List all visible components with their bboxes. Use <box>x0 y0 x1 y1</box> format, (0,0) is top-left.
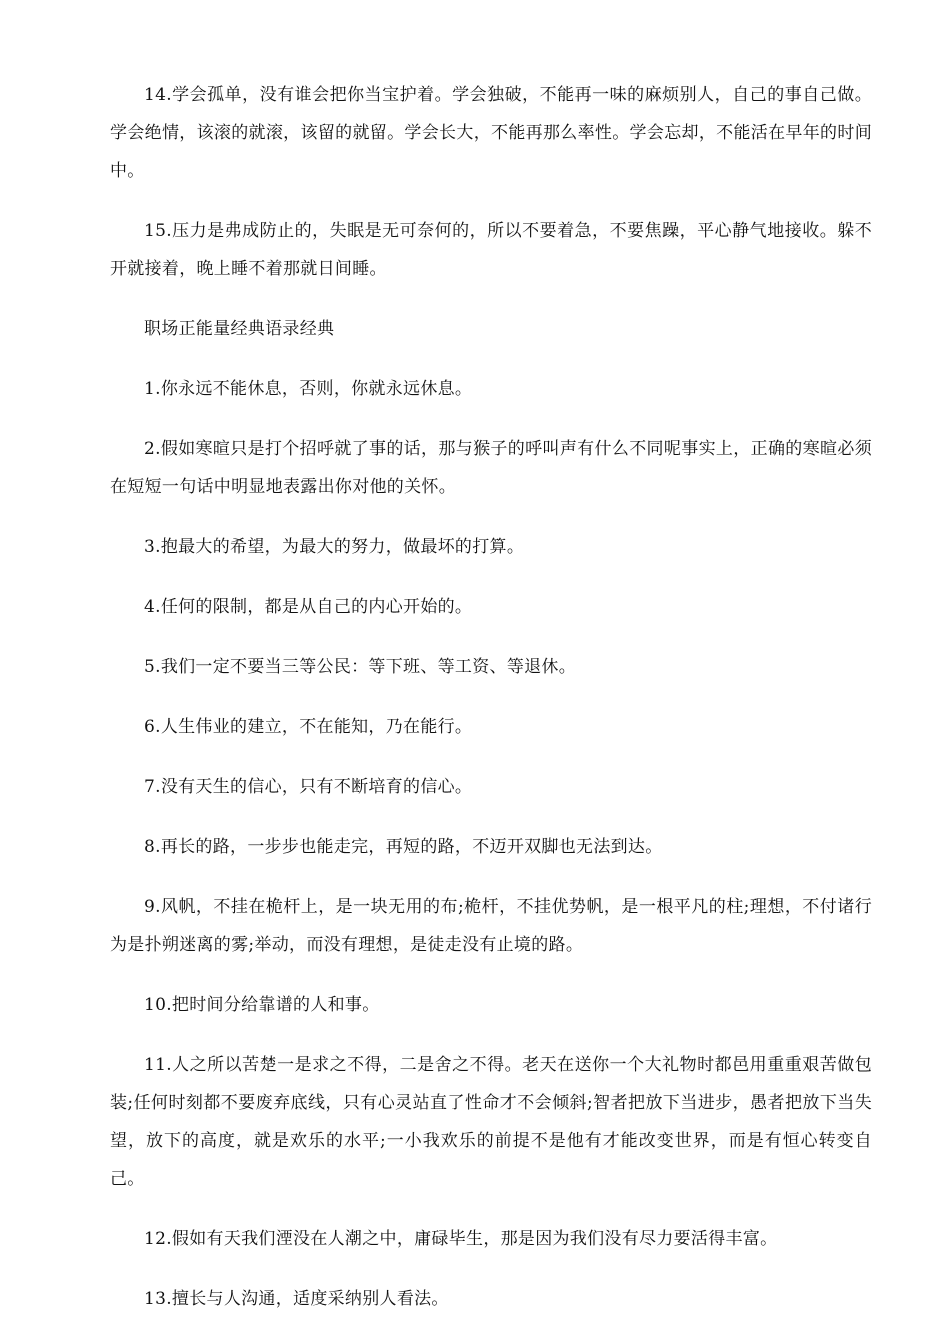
paragraph-8: 8.再长的路，一步步也能走完，再短的路，不迈开双脚也无法到达。 <box>144 837 663 857</box>
paragraph-6: 6.人生伟业的建立，不在能知，乃在能行。 <box>144 717 473 737</box>
paragraph-4: 4.任何的限制，都是从自己的内心开始的。 <box>144 597 473 617</box>
paragraph-2: 2.假如寒暄只是打个招呼就了事的话，那与猴子的呼叫声有什么不同呢事实上，正确的寒暄必须在短短一句话中明显地表露出你对他的关怀。 <box>110 439 872 497</box>
paragraph-12: 12.假如有天我们湮没在人潮之中，庸碌毕生，那是因为我们没有尽力要活得丰富。 <box>144 1229 778 1249</box>
paragraph-7: 7.没有天生的信心，只有不断培育的信心。 <box>144 777 473 797</box>
paragraph-3: 3.抱最大的希望，为最大的努力，做最坏的打算。 <box>144 537 525 557</box>
paragraph-11: 11.人之所以苦楚一是求之不得，二是舍之不得。老天在送你一个大礼物时都邑用重重艰苦做包装;任何时刻都不要废弃底线，只有心灵站直了性命才不会倾斜;智者把放下当进步，愚者把放下当失望，放下的高度，就是欢乐的水平;一小我欢乐的前提不是他有才能改变世界，而是有恒心转变自己。 <box>110 1055 872 1189</box>
paragraph-5: 5.我们一定不要当三等公民：等下班、等工资、等退休。 <box>144 657 577 677</box>
paragraph-9: 9.风帆，不挂在桅杆上，是一块无用的布;桅杆，不挂优势帆，是一根平凡的柱;理想，不付诸行为是扑朔迷离的雾;举动，而没有理想，是徒走没有止境的路。 <box>110 897 872 955</box>
paragraph-15: 15.压力是弗成防止的，失眠是无可奈何的，所以不要着急，不要焦躁，平心静气地接收。躲不开就接着，晚上睡不着那就日间睡。 <box>110 221 872 279</box>
paragraph-14: 14.学会孤单，没有谁会把你当宝护着。学会独破，不能再一味的麻烦别人，自己的事自己做。学会绝情，该滚的就滚，该留的就留。学会长大，不能再那么率性。学会忘却，不能活在早年的时间中。 <box>110 85 872 181</box>
paragraph-1: 1.你永远不能休息，否则，你就永远休息。 <box>144 379 473 399</box>
paragraph-13: 13.擅长与人沟通，适度采纳别人看法。 <box>144 1289 449 1309</box>
paragraph-10: 10.把时间分给靠谱的人和事。 <box>144 995 380 1015</box>
section-heading: 职场正能量经典语录经典 <box>144 319 335 339</box>
